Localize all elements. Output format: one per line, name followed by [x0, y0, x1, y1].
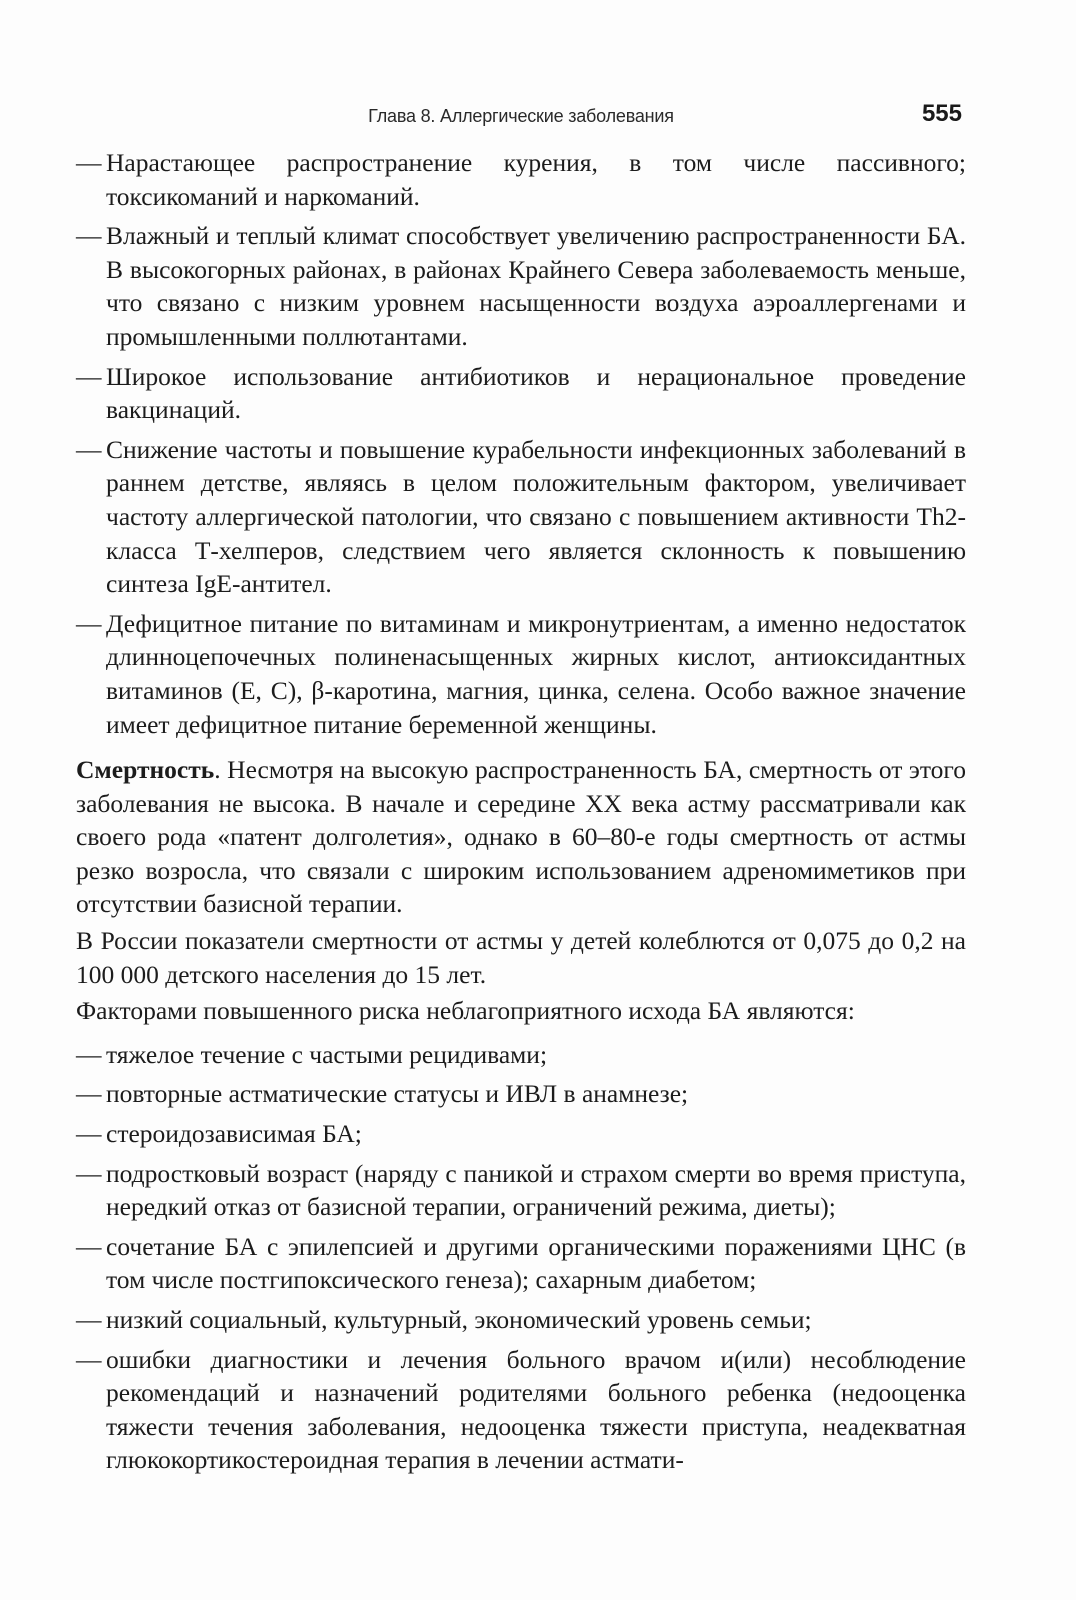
body-text: [76, 146, 966, 1483]
mortality-text: . Несмотря на высокую распространенность БА, смертность от этого заболевания не высока. В начале и середине XX века астму рассматривали как своего рода «патент долголетия», однако в 60–80-е годы смертность от астмы резко возросла, что связали с широким использованием адреномиметиков при отсутствии базисной терапии.: [76, 755, 966, 919]
list-dash: —: [76, 1231, 102, 1261]
list-dash: —: [76, 434, 102, 464]
list-dash: —: [76, 361, 102, 391]
list-item: [76, 1038, 966, 1072]
running-header: [76, 100, 966, 136]
mortality-lead: Смертность: [76, 755, 215, 785]
list-item: [76, 1117, 966, 1151]
list-dash: —: [76, 1079, 102, 1109]
list-item-text: повторные астматические статусы и ИВЛ в анамнезе;: [106, 1079, 689, 1109]
list-item-text: низкий социальный, культурный, экономический уровень семьи;: [106, 1305, 812, 1334]
list-item: [76, 1303, 966, 1337]
list-item: [76, 433, 966, 601]
list-item: [76, 219, 966, 353]
list-dash: —: [76, 1344, 102, 1374]
list-item-text: Широкое использование антибиотиков и нерациональное проведение вакцинаций.: [106, 361, 966, 425]
page-number: 555: [921, 100, 962, 127]
chapter-title: Глава 8. Аллергические заболевания: [368, 106, 674, 126]
list-item-text: Влажный и теплый климат способствует увеличению распространенности БА. В высокогорных районах, в районах Крайнего Севера заболеваемость меньше, что связано с низким уровнем насыщенности воздуха аэроаллергенами и промышленными поллютантами.: [106, 221, 966, 351]
list-item: [76, 1230, 966, 1297]
list-item-text: подростковый возраст (наряду с паникой и страхом смерти во время приступа, нередкий отказ от базисной терапии, ограничений режима, диеты);: [106, 1158, 966, 1222]
russia-paragraph: В России показатели смертности от астмы у детей колеблются от 0,075 до 0,2 на 100 000 детского населения до 15 лет.: [76, 926, 966, 989]
list-item-text: стероидозависимая БА;: [106, 1119, 362, 1149]
list-item-text: Снижение частоты и повышение курабельности инфекционных заболеваний в раннем детстве, являясь в целом положительным фактором, увеличивает частоту аллергической патологии, что связано с повышением активности Th2-класса Т-хелперов, следствием чего является склонность к повышению синтеза IgE-антител.: [106, 434, 966, 599]
list-item: [76, 360, 966, 427]
list-dash: —: [76, 608, 102, 638]
list-dash: —: [76, 1305, 102, 1334]
list-item-text: Дефицитное питание по витаминам и микронутриентам, а именно недостаток длинноцепочечных полиненасыщенных жирных кислот, антиоксидантных витаминов (Е, С), β-каротина, магния, цинка, селена. Особо важное значение имеет дефицитное питание беременной женщины.: [106, 608, 966, 739]
list-item-text: ошибки диагностики и лечения больного врачом и(или) несоблюдение рекомендаций и назначений родителями больного ребенка (недооценка тяжести течения заболевания, недооценка тяжести приступа, неадекватная глюкокортикостероидная терапия в лечении астмати-: [106, 1344, 966, 1475]
risk-list: [76, 1038, 966, 1477]
factors-list: [76, 146, 966, 741]
list-dash: —: [76, 1119, 102, 1149]
list-item: [76, 1077, 966, 1111]
list-item-text: Нарастающее распространение курения, в том числе пассивного; токсикоманий и наркоманий.: [106, 148, 966, 211]
list-item: [76, 1343, 966, 1477]
list-item: [76, 607, 966, 741]
list-dash: —: [76, 1039, 102, 1069]
risk-intro: Факторами повышенного риска неблагоприятного исхода БА являются:: [76, 996, 855, 1026]
list-item-text: тяжелое течение с частыми рецидивами;: [106, 1039, 548, 1069]
mortality-paragraph: [76, 753, 966, 921]
list-dash: —: [76, 1158, 102, 1188]
list-dash: —: [76, 148, 102, 177]
list-item-text: сочетание БА с эпилепсией и другими органическими поражениями ЦНС (в том числе постгипоксического генеза); сахарным диабетом;: [106, 1231, 966, 1295]
list-item: [76, 1157, 966, 1224]
list-item: [76, 146, 966, 213]
list-dash: —: [76, 221, 102, 251]
